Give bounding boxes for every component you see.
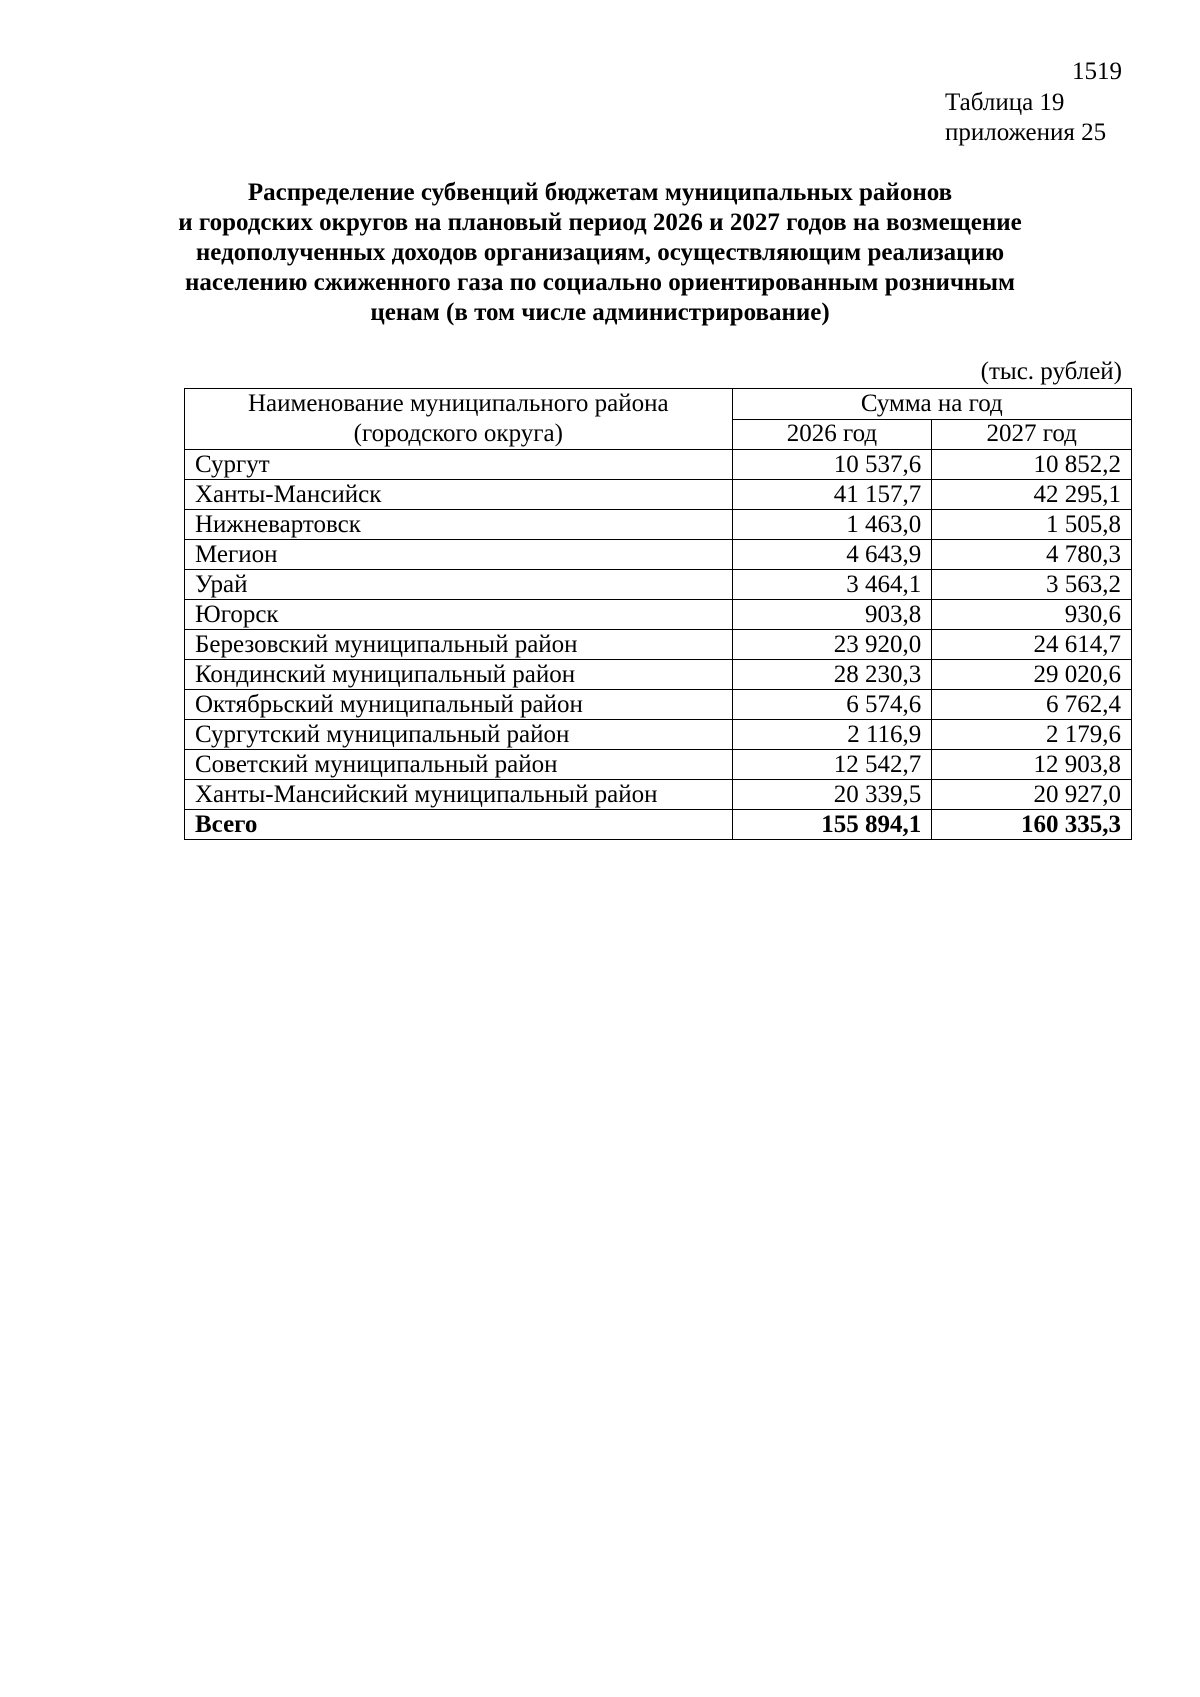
row-value-2027: 10 852,2: [932, 450, 1132, 480]
header-year-2027: 2027 год: [932, 419, 1132, 450]
row-value-2026: 28 230,3: [732, 660, 932, 690]
row-value-2026: 12 542,7: [732, 750, 932, 780]
total-row: [185, 810, 1132, 840]
row-value-2027: 4 780,3: [932, 540, 1132, 570]
row-value-2027: 1 505,8: [932, 510, 1132, 540]
row-name: Ханты-Мансийский муниципальный район: [185, 780, 733, 810]
subvention-table: [184, 388, 1132, 840]
row-name: Сургутский муниципальный район: [185, 720, 733, 750]
row-value-2026: 10 537,6: [732, 450, 932, 480]
header-year-2026: 2026 год: [732, 419, 932, 450]
row-name: Урай: [185, 570, 733, 600]
header-name-line2: (городского округа): [353, 420, 563, 447]
appendix-number: приложения 25: [945, 119, 1107, 146]
table-row: [185, 480, 1132, 510]
unit-note: (тыс. рублей): [980, 358, 1122, 385]
row-value-2027: 20 927,0: [932, 780, 1132, 810]
row-value-2027: 3 563,2: [932, 570, 1132, 600]
row-value-2027: 24 614,7: [932, 630, 1132, 660]
table-row: [185, 570, 1132, 600]
row-name: Октябрьский муниципальный район: [185, 690, 733, 720]
row-value-2026: 41 157,7: [732, 480, 932, 510]
row-value-2027: 12 903,8: [932, 750, 1132, 780]
table-number: Таблица 19: [945, 89, 1065, 116]
row-value-2027: 930,6: [932, 600, 1132, 630]
table-row: [185, 660, 1132, 690]
total-label: Всего: [185, 810, 733, 840]
row-value-2026: 3 464,1: [732, 570, 932, 600]
row-name: Югорск: [185, 600, 733, 630]
document-title: [150, 178, 1050, 328]
header-municipality: [185, 389, 733, 450]
row-value-2026: 23 920,0: [732, 630, 932, 660]
row-value-2026: 4 643,9: [732, 540, 932, 570]
table-reference: [945, 88, 1106, 148]
table-row: [185, 450, 1132, 480]
row-name: Кондинский муниципальный район: [185, 660, 733, 690]
row-value-2027: 6 762,4: [932, 690, 1132, 720]
table-row: [185, 780, 1132, 810]
row-name: Мегион: [185, 540, 733, 570]
page-number: 1519: [1072, 58, 1122, 85]
title-line: Распределение субвенций бюджетам муниципальных районов: [247, 179, 953, 206]
row-name: Сургут: [185, 450, 733, 480]
title-line: населению сжиженного газа по социально ориентированным розничным: [184, 269, 1016, 296]
table-row: [185, 750, 1132, 780]
row-value-2026: 20 339,5: [732, 780, 932, 810]
table-row: [185, 600, 1132, 630]
total-value-2026: 155 894,1: [732, 810, 932, 840]
row-value-2026: 2 116,9: [732, 720, 932, 750]
title-line: ценам (в том числе администрирование): [370, 299, 830, 326]
table-row: [185, 720, 1132, 750]
table-row: [185, 630, 1132, 660]
row-value-2026: 1 463,0: [732, 510, 932, 540]
table-row: [185, 540, 1132, 570]
title-line: недополученных доходов организациям, осуществляющим реализацию: [195, 239, 1005, 266]
row-name: Ханты-Мансийск: [185, 480, 733, 510]
row-value-2027: 42 295,1: [932, 480, 1132, 510]
row-value-2026: 903,8: [732, 600, 932, 630]
header-name-line1: Наименование муниципального района: [247, 390, 669, 417]
title-line: и городских округов на плановый период 2026 и 2027 годов на возмещение: [178, 209, 1022, 236]
row-name: Нижневартовск: [185, 510, 733, 540]
total-value-2027: 160 335,3: [932, 810, 1132, 840]
row-name: Березовский муниципальный район: [185, 630, 733, 660]
table-header-row: [185, 389, 1132, 420]
table-row: [185, 510, 1132, 540]
row-value-2027: 29 020,6: [932, 660, 1132, 690]
table-row: [185, 690, 1132, 720]
header-sum-per-year: Сумма на год: [732, 389, 1131, 420]
row-name: Советский муниципальный район: [185, 750, 733, 780]
row-value-2026: 6 574,6: [732, 690, 932, 720]
row-value-2027: 2 179,6: [932, 720, 1132, 750]
